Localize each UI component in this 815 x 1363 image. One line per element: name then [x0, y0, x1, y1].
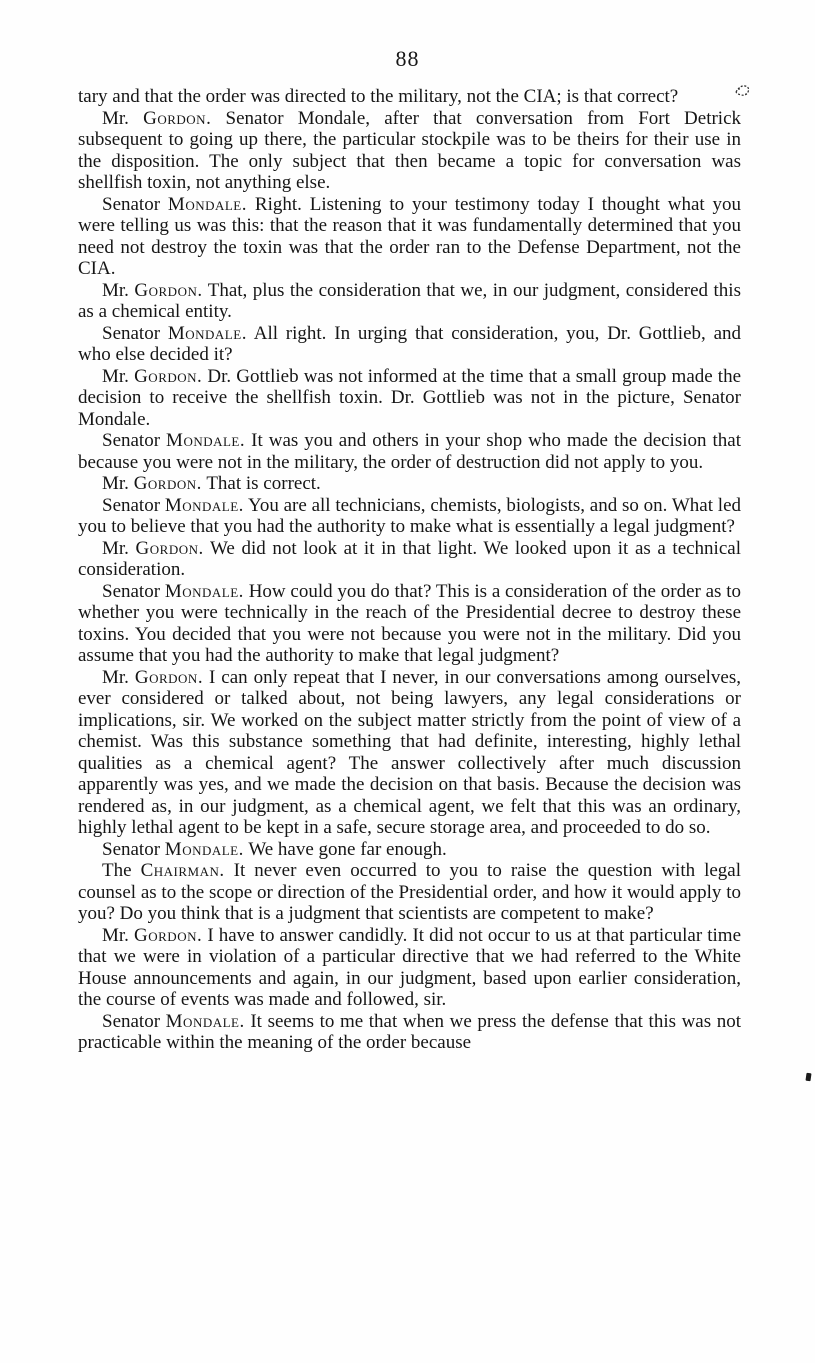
speaker-prefix: Senator: [102, 430, 161, 451]
transcript-paragraph: [78, 860, 741, 925]
speaker-name: Mondale.: [166, 430, 246, 451]
speaker-prefix: Senator: [102, 580, 161, 602]
speaker-prefix: Mr.: [102, 537, 129, 559]
paragraph-text: Senator Mondale, after that conversation from Fort Detrick subsequent to going up there, the particular stockpile was to be theirs for their use in the disposition. The only subject that then became a topic for conversation was shellfish toxin, not anything else.: [78, 107, 742, 193]
speaker-name: Mondale.: [165, 1010, 245, 1032]
transcript-paragraph: [78, 581, 741, 667]
speaker-prefix: Mr.: [102, 279, 129, 301]
speaker-prefix: Senator: [102, 1010, 161, 1032]
transcript-body: [78, 86, 741, 1054]
speaker-name: Chairman.: [140, 860, 225, 881]
speaker-name: Gordon.: [143, 107, 212, 129]
paragraph-text: All right. In urging that consideration, you, Dr. Gottlieb, and who else decided it?: [78, 322, 742, 365]
speaker-name: Gordon.: [134, 666, 204, 688]
transcript-paragraph: [78, 925, 741, 1011]
transcript-paragraph: [78, 366, 741, 431]
transcript-paragraph: [78, 323, 741, 366]
transcript-paragraph: [78, 495, 741, 538]
paragraph-text: How could you do that? This is a consideration of the order as to whether you were technically in the reach of the Presidential decree to destroy these toxins. You decided that you were not because you were not in the military. Did you assume that you had the authority to make that legal judgment?: [78, 580, 742, 666]
transcript-paragraph: [78, 108, 741, 194]
paragraph-text: We did not look at it in that light. We looked upon it as a technical consideration.: [78, 537, 741, 580]
speaker-name: Gordon.: [134, 924, 203, 946]
speaker-prefix: Senator: [102, 494, 161, 516]
transcript-paragraph: [78, 430, 741, 473]
paragraph-text: It never even occurred to you to raise the question with legal counsel as to the scope or direction of the Presidential order, and how it would apply to you? Do you think that is a judgment that scientists are competent to make?: [78, 860, 742, 924]
paragraph-text: I can only repeat that I never, in our conversations among ourselves, ever considered or talked about, not being lawyers, any legal considerations or implications, sir. We worked on the subject matter strictly from the point of view of a chemist. Was this substance something that had definite, interesting, highly lethal qualities as a chemical agent? The answer collectively after much discussion apparently was yes, and we made the decision on that basis. Because the decision was rendered as, in our judgment, as a chemical agent, we felt that this was an ordinary, highly lethal agent to be kept in a safe, secure storage area, and proceeded to do so.: [78, 666, 741, 838]
transcript-paragraph: [78, 839, 741, 861]
speaker-name: Mondale.: [167, 193, 248, 215]
transcript-paragraph: [78, 86, 741, 108]
speaker-name: Gordon.: [134, 279, 203, 301]
paragraph-text: Dr. Gottlieb was not informed at the time that a small group made the decision to receive the shellfish toxin. Dr. Gottlieb was not in the picture, Senator Mondale.: [78, 365, 742, 430]
paragraph-text: It was you and others in your shop who made the decision that because you were not in the military, the order of destruction did not apply to you.: [78, 430, 741, 473]
speaker-name: Mondale.: [164, 494, 244, 516]
speaker-name: Mondale.: [164, 580, 244, 602]
speaker-prefix: Senator: [102, 193, 161, 215]
speaker-prefix: The: [102, 860, 132, 881]
transcript-paragraph: [78, 473, 741, 495]
paragraph-text: I have to answer candidly. It did not occur to us at that particular time that we were in violation of a particular directive that we had referred to the White House announcements and again, in our judgment, based upon earlier consideration, the course of events was made and followed, sir.: [78, 924, 742, 1010]
transcript-paragraph: [78, 280, 741, 323]
speaker-prefix: Mr.: [102, 924, 129, 946]
speaker-name: Gordon.: [133, 473, 202, 494]
paragraph-text: tary and that the order was directed to the military, not the CIA; is that correct?: [78, 86, 679, 107]
transcript-paragraph: [78, 1011, 741, 1054]
speaker-name: Mondale.: [164, 838, 244, 860]
speaker-name: Gordon.: [135, 537, 204, 559]
transcript-paragraph: [78, 194, 741, 280]
speaker-prefix: Mr.: [102, 666, 129, 688]
page-number: 88: [395, 46, 420, 71]
paragraph-text: It seems to me that when we press the defense that this was not practicable within the meaning of the order because: [78, 1010, 742, 1053]
speaker-prefix: Mr.: [102, 473, 129, 494]
ink-speck-artifact: [805, 1073, 811, 1082]
speaker-prefix: Senator: [102, 838, 161, 860]
speaker-name: Mondale.: [167, 322, 247, 344]
paragraph-text: That is correct.: [206, 473, 321, 494]
paragraph-text: Right. Listening to your testimony today I thought what you were telling us was this: that the reason that it was fundamentally determined that you need not destroy the toxin was that the order ran to the Defense Department, not the CIA.: [78, 193, 742, 279]
speaker-prefix: Mr.: [102, 365, 129, 387]
paragraph-text: We have gone far enough.: [248, 838, 447, 860]
transcript-paragraph: [78, 667, 741, 839]
speaker-prefix: Senator: [102, 322, 161, 344]
paragraph-text: That, plus the consideration that we, in our judgment, considered this as a chemical entity.: [78, 279, 741, 322]
transcript-paragraph: [78, 538, 741, 581]
speaker-prefix: Mr.: [102, 107, 129, 129]
speaker-name: Gordon.: [134, 365, 203, 387]
paragraph-text: You are all technicians, chemists, biologists, and so on. What led you to believe that you had the authority to make what is essentially a legal judgment?: [78, 494, 742, 537]
